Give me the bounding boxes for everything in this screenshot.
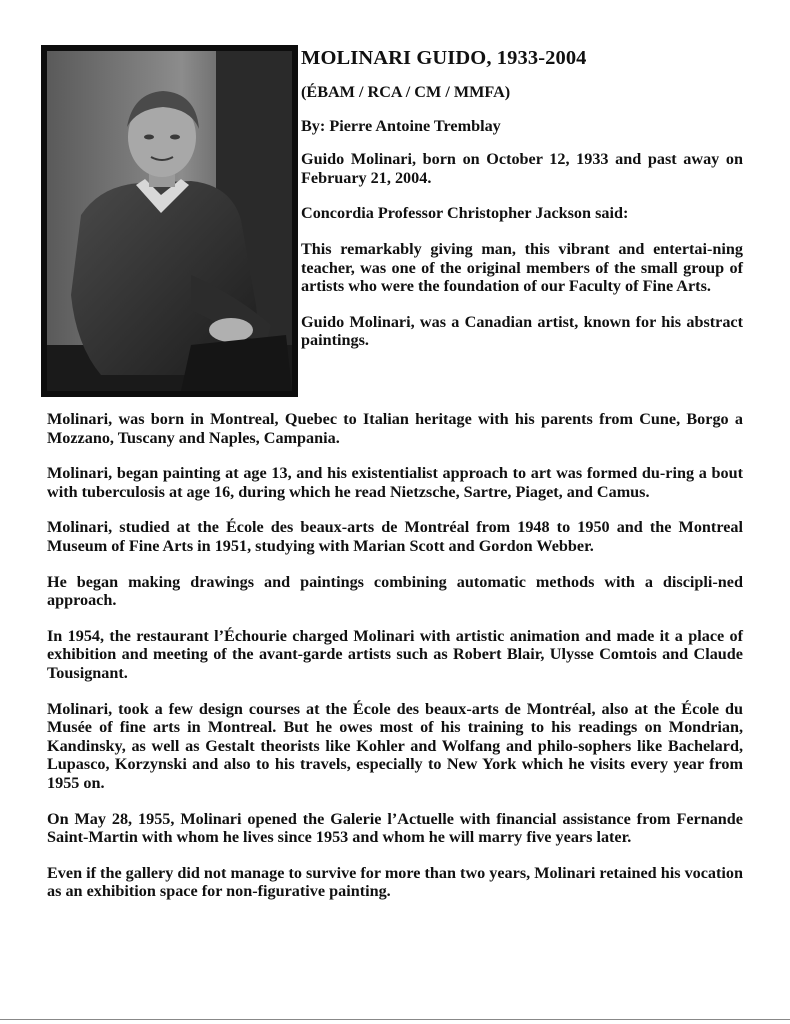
paragraph: Even if the gallery did not manage to survive for more than two years, Molinari retained his vocation as an exhibition space for non-figurative painting. xyxy=(47,863,744,901)
header-column xyxy=(301,47,743,367)
body-text xyxy=(47,410,743,918)
portrait-photo xyxy=(41,45,298,397)
byline: By: Pierre Antoine Tremblay xyxy=(301,116,501,135)
affiliations: (ÉBAM / RCA / CM / MMFA) xyxy=(301,83,511,101)
paragraph: Molinari, began painting at age 13, and his existentialist approach to art was formed du-ring a bout with tuberculosis at age 16, during which he read Nietzsche, Sartre, Piaget, and Camus. xyxy=(47,464,743,501)
paragraph: Molinari, was born in Montreal, Quebec to Italian heritage with his parents from Cune, Borgo a Mozzano, Tuscany and Naples, Campania. xyxy=(47,410,743,447)
paragraph: Concordia Professor Christopher Jackson said: xyxy=(301,204,629,223)
portrait-photo-icon xyxy=(41,45,298,397)
paragraph: Molinari, took a few design courses at the École des beaux-arts de Montréal, also at the École du Musée of fine arts in Montreal. But he owes most of his training to his readings on Mondrian, Kandinsky, as well as Gestalt theorists like Kohler and Wolfang and philo-sophers like Bachelard, Lupasco, Korzynski and also to his travels, especially to New York which he visits every year from 1955 on. xyxy=(47,699,743,792)
quote-paragraph: This remarkably giving man, this vibrant and entertai-ning teacher, was one of the original members of the small group of artists who were the foundation of our Faculty of Fine Arts. xyxy=(301,239,743,296)
paragraph: He began making drawings and paintings combining automatic methods with a discipli-ned approach. xyxy=(47,572,743,610)
page-title: MOLINARI GUIDO, 1933-2004 xyxy=(301,47,587,69)
paragraph: Guido Molinari, was a Canadian artist, known for his abstract paintings. xyxy=(301,312,743,350)
paragraph: Guido Molinari, born on October 12, 1933 and past away on February 21, 2004. xyxy=(301,150,743,187)
paragraph: On May 28, 1955, Molinari opened the Galerie l’Actuelle with financial assistance from Fernande Saint-Martin with whom he lives since 1953 and whom he will marry five years later. xyxy=(47,809,743,847)
paragraph: In 1954, the restaurant l’Échourie charged Molinari with artistic animation and made it a place of exhibition and meeting of the avant-garde artists such as Robert Blair, Ulysse Comtois and Claude Tousignant. xyxy=(47,626,743,682)
paragraph: Molinari, studied at the École des beaux-arts de Montréal from 1948 to 1950 and the Montreal Museum of Fine Arts in 1951, studying with Marian Scott and Gordon Webber. xyxy=(47,518,743,555)
bottom-divider xyxy=(0,1019,790,1020)
